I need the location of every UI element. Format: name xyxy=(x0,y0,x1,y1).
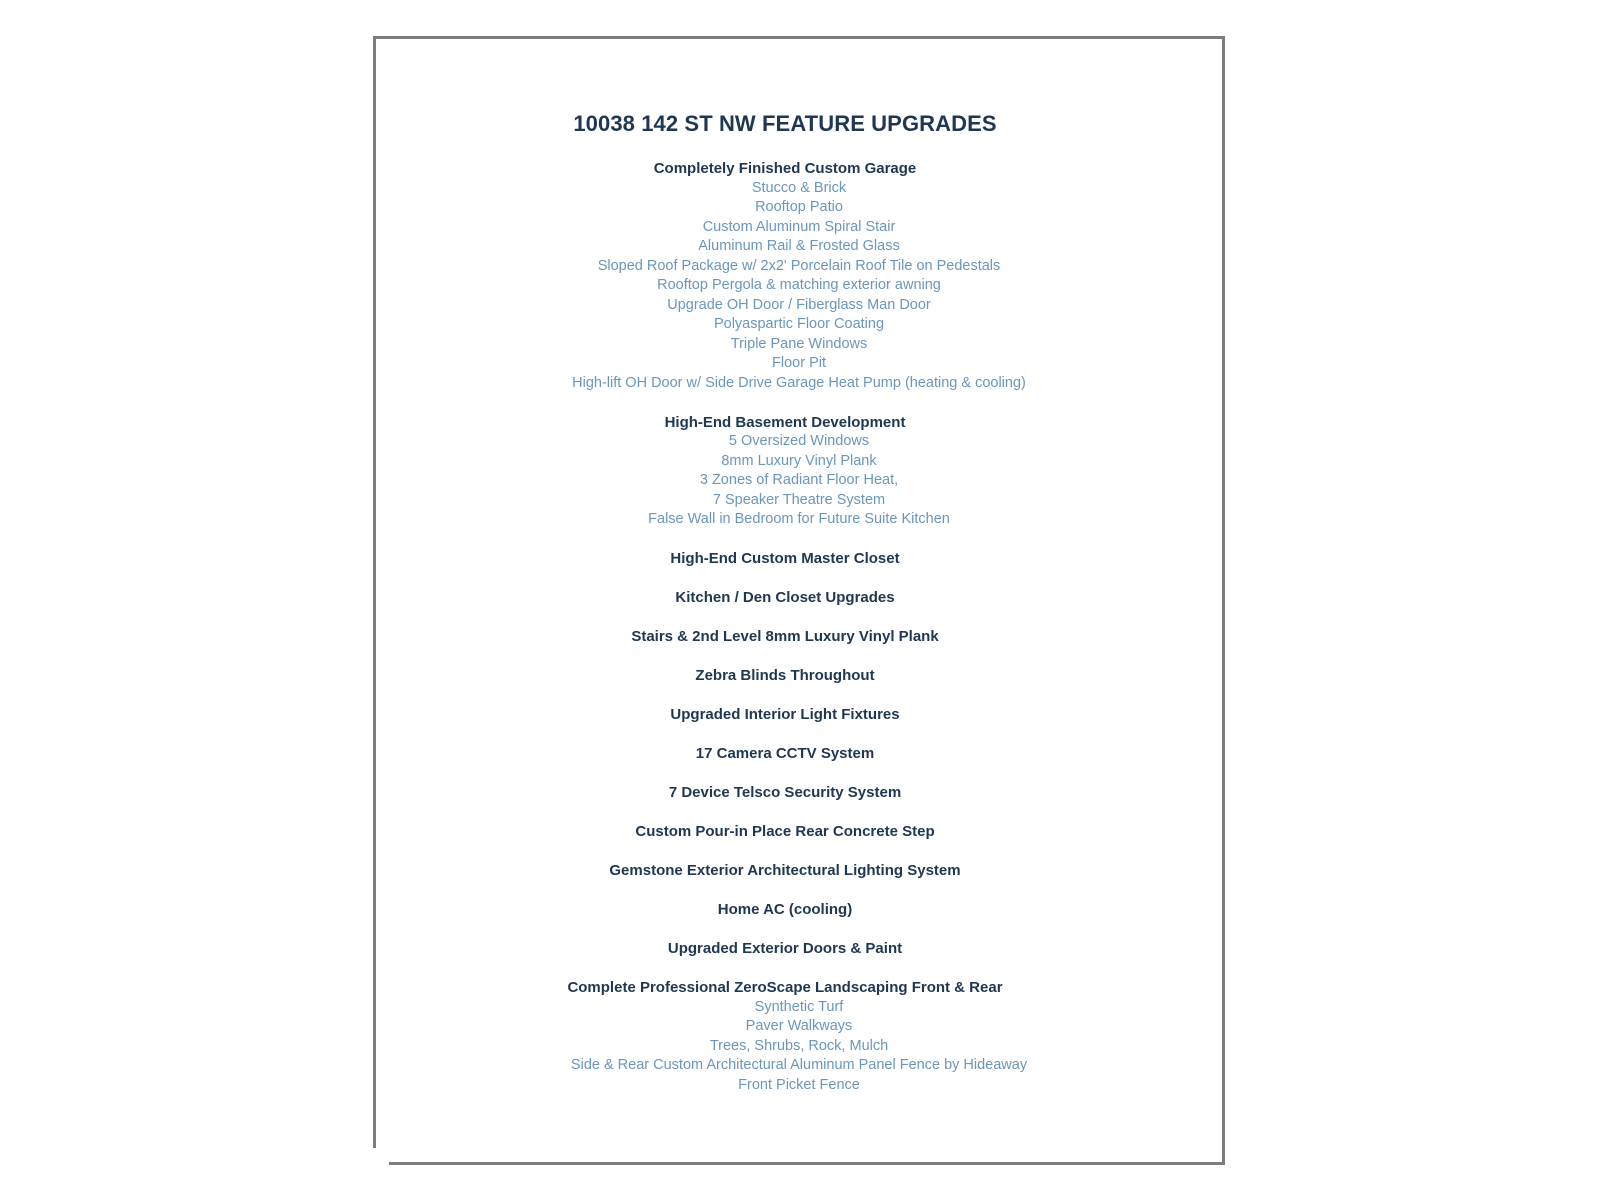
feature-list xyxy=(376,159,1222,1095)
page-corner xyxy=(371,1148,389,1166)
section-heading: Zebra Blinds Throughout xyxy=(695,667,875,684)
feature-item: Upgrade OH Door / Fiberglass Man Door xyxy=(667,296,931,313)
feature-item: Front Picket Fence xyxy=(738,1076,860,1093)
section-spacer xyxy=(376,920,1222,940)
feature-section xyxy=(376,627,1222,647)
section-heading: Stairs & 2nd Level 8mm Luxury Vinyl Plank xyxy=(631,628,939,645)
feature-item: 3 Zones of Radiant Floor Heat, xyxy=(699,472,899,488)
feature-section xyxy=(376,822,1222,842)
feature-section xyxy=(376,159,1222,393)
feature-section xyxy=(376,549,1222,569)
section-heading: Custom Pour-in Place Rear Concrete Step xyxy=(635,823,935,840)
feature-item: Custom Aluminum Spiral Stair xyxy=(702,218,896,235)
section-spacer xyxy=(376,764,1222,784)
feature-item: 5 Oversized Windows xyxy=(728,433,870,449)
section-heading: Upgraded Exterior Doors & Paint xyxy=(667,940,903,957)
section-spacer xyxy=(376,686,1222,706)
section-heading: High-End Basement Development xyxy=(664,413,906,431)
feature-section xyxy=(376,783,1222,803)
section-spacer xyxy=(376,569,1222,589)
feature-section xyxy=(376,939,1222,959)
feature-item: Paver Walkways xyxy=(745,1018,853,1034)
document-title: 10038 142 ST NW FEATURE UPGRADES xyxy=(573,111,997,136)
feature-section xyxy=(376,588,1222,608)
section-heading: Kitchen / Den Closet Upgrades xyxy=(675,589,895,606)
section-spacer xyxy=(376,647,1222,667)
feature-section xyxy=(376,413,1222,530)
section-heading: Upgraded Interior Light Fixtures xyxy=(670,706,900,723)
section-spacer xyxy=(376,725,1222,745)
section-spacer xyxy=(376,842,1222,862)
feature-item: Polyaspartic Floor Coating xyxy=(713,316,885,332)
section-spacer xyxy=(376,803,1222,823)
document-page xyxy=(373,36,1225,1165)
feature-item: Aluminum Rail & Frosted Glass xyxy=(698,238,900,254)
feature-section xyxy=(376,705,1222,725)
section-spacer xyxy=(376,881,1222,901)
section-heading: 7 Device Telsco Security System xyxy=(668,784,902,801)
feature-item: 8mm Luxury Vinyl Plank xyxy=(721,452,877,469)
feature-section xyxy=(376,744,1222,764)
feature-item: Triple Pane Windows xyxy=(730,335,868,352)
feature-item: Synthetic Turf xyxy=(754,998,844,1015)
section-heading: 17 Camera CCTV System xyxy=(695,745,875,762)
feature-item: Stucco & Brick xyxy=(751,179,847,196)
section-spacer xyxy=(376,393,1222,413)
section-spacer xyxy=(376,608,1222,628)
feature-item: Side & Rear Custom Architectural Aluminum Panel Fence by Hideaway xyxy=(570,1057,1028,1073)
feature-item: Rooftop Pergola & matching exterior awning xyxy=(657,277,941,293)
section-spacer xyxy=(376,959,1222,979)
feature-section xyxy=(376,900,1222,920)
feature-item: Trees, Shrubs, Rock, Mulch xyxy=(709,1037,889,1054)
feature-item: Sloped Roof Package w/ 2x2' Porcelain Roof Tile on Pedestals xyxy=(597,257,1001,274)
section-heading: Completely Finished Custom Garage xyxy=(653,160,917,177)
section-heading: Gemstone Exterior Architectural Lighting System xyxy=(609,862,961,879)
feature-section xyxy=(376,861,1222,881)
feature-section xyxy=(376,666,1222,686)
feature-section xyxy=(376,978,1222,1095)
feature-item: False Wall in Bedroom for Future Suite Kitchen xyxy=(648,511,950,527)
section-heading: Home AC (cooling) xyxy=(717,901,853,918)
section-spacer xyxy=(376,530,1222,550)
feature-item: High-lift OH Door w/ Side Drive Garage Heat Pump (heating & cooling) xyxy=(572,374,1026,391)
feature-item: 7 Speaker Theatre System xyxy=(712,491,886,508)
section-heading: Complete Professional ZeroScape Landscaping Front & Rear xyxy=(567,979,1003,996)
feature-item: Floor Pit xyxy=(772,355,826,371)
section-heading: High-End Custom Master Closet xyxy=(670,550,900,567)
feature-item: Rooftop Patio xyxy=(755,199,843,215)
